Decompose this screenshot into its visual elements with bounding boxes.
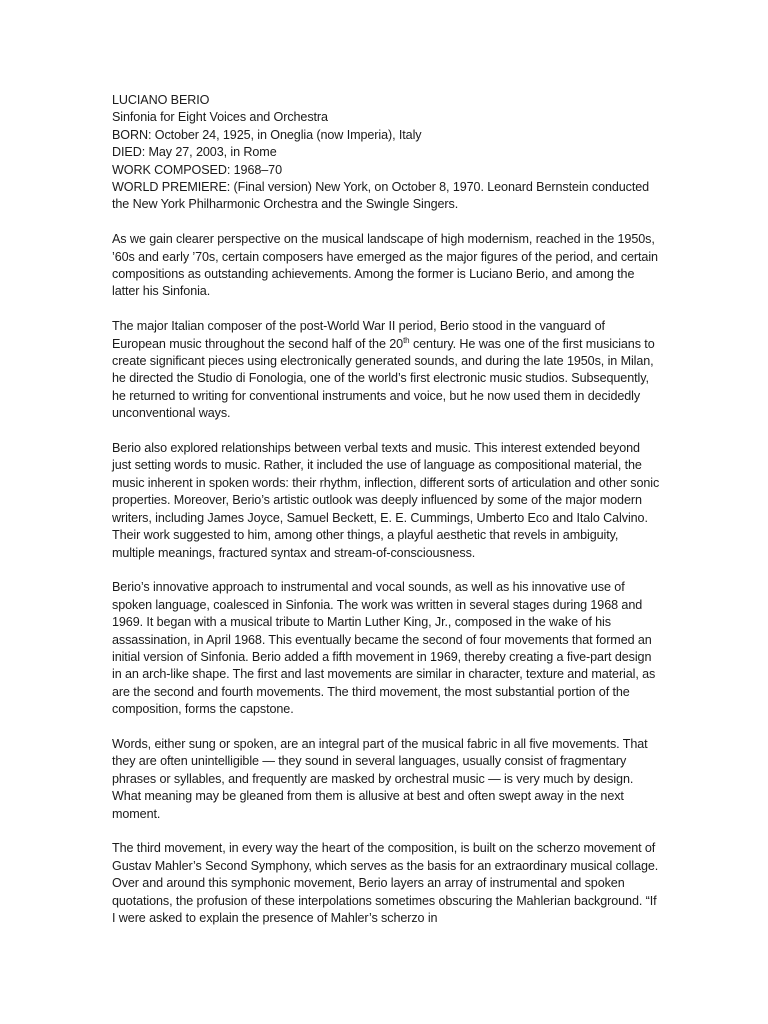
died-line: DIED: May 27, 2003, in Rome: [112, 145, 277, 160]
paragraph-verbal-texts: Berio also explored relationships between verbal texts and music. This interest extended beyond just setting words to music. Rather, it included the use of language as compositional material, the music inherent in spoken words: their rhythm, inflection, different sorts of articulation and other sonic properties. Moreover, Berio’s artistic outlook was deeply influenced by some of the major modern writers, including James Joyce, Samuel Beckett, E. E. Cummings, Umberto Eco and Italo Calvino. Their work suggested to him, among other things, a playful aesthetic that revels in ambiguity, multiple meanings, fractured syntax and stream-of-consciousness.: [112, 441, 660, 560]
document-header: [112, 92, 660, 214]
born-line: BORN: October 24, 1925, in Oneglia (now Imperia), Italy: [112, 127, 422, 142]
paragraph-text: century. He was one of the first musicians to create significant pieces using electronically generated sounds, and during the late 1950s, in Milan, he directed the Studio di Fonologia, one of the world’s first electronic music studios. Subsequently, he returned to writing for conventional instruments and voice, but he now used them in decidedly unconventional ways.: [112, 336, 655, 421]
paragraph-text: The major Italian composer of the post-World War II period, Berio stood in the vanguard of European music throughout the second half of the 20: [112, 319, 605, 351]
paragraph-italian-composer: [112, 318, 660, 422]
paragraph-innovative-approach: Berio’s innovative approach to instrumental and vocal sounds, as well as his innovative use of spoken language, coalesced in Sinfonia. The work was written in several stages during 1968 and 1969. It began with a musical tribute to Martin Luther King, Jr., composed in the wake of his assassination, in April 1968. This eventually became the second of four movements that formed an initial version of Sinfonia. Berio added a fifth movement in 1969, thereby creating a five-part design in an arch-like shape. The first and last movements are similar in character, texture and material, as are the second and fourth movements. The third movement, the most substantial portion of the composition, forms the capstone.: [112, 580, 656, 717]
paragraph-words: Words, either sung or spoken, are an integral part of the musical fabric in all five movements. That they are often unintelligible — they sound in several languages, usually consist of fragmentary phrases or syllables, and frequently are masked by orchestral music — is very much by design. What meaning may be gleaned from them is allusive at best and often swept away in the next moment.: [112, 736, 648, 821]
work-composed-line: WORK COMPOSED: 1968–70: [112, 162, 282, 177]
world-premiere-line: WORLD PREMIERE: (Final version) New York, on October 8, 1970. Leonard Bernstein conducted the New York Philharmonic Orchestra and the Swingle Singers.: [112, 180, 650, 212]
composer-name: LUCIANO BERIO: [112, 93, 210, 107]
work-title: Sinfonia for Eight Voices and Orchestra: [112, 110, 328, 125]
document-page: [112, 92, 660, 927]
paragraph-third-movement: The third movement, in every way the heart of the composition, is built on the scherzo movement of Gustav Mahler’s Second Symphony, which serves as the basis for an extraordinary musical collage. Over and around this symphonic movement, Berio layers an array of instrumental and spoken quotations, the profusion of these interpolations sometimes obscuring the Mahlerian background. “If I were asked to explain the presence of Mahler’s scherzo in: [112, 841, 659, 925]
ordinal-superscript: th: [403, 335, 410, 345]
paragraph-perspective: As we gain clearer perspective on the musical landscape of high modernism, reached in the 1950s, ’60s and early ’70s, certain composers have emerged as the major figures of the period, and certain compositions as outstanding achievements. Among the former is Luciano Berio, and among the latter his Sinfonia.: [112, 232, 658, 299]
